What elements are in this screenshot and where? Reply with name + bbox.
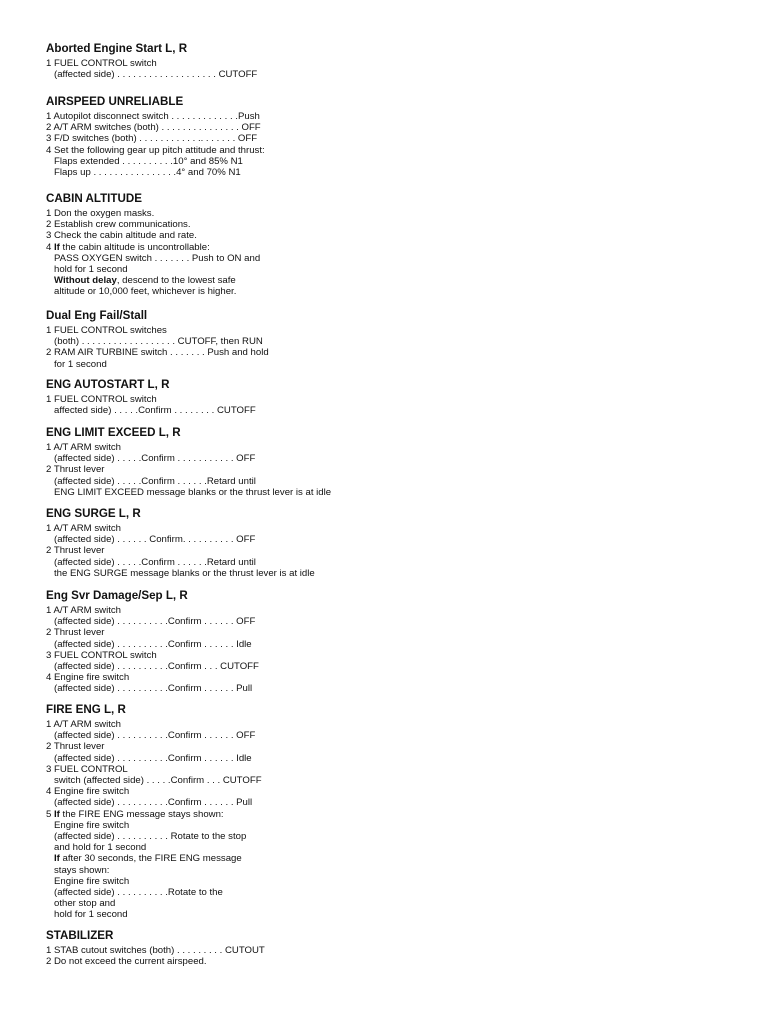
- line-text: 2 A/T ARM switches (both) . . . . . . . . . . . . . . . OFF: [46, 122, 261, 134]
- section-eng-surge: [46, 507, 746, 579]
- section-title: AIRSPEED UNRELIABLE: [46, 95, 184, 108]
- checklist-line: [46, 898, 746, 909]
- checklist-line: [46, 616, 746, 627]
- line-text: Flaps up . . . . . . . . . . . . . . . .4° and 70% N1: [46, 167, 241, 179]
- line-text: 2 Thrust lever: [46, 464, 105, 476]
- line-text: (affected side) . . . . .Confirm . . . . . .Retard until: [46, 556, 256, 568]
- section-title: CABIN ALTITUDE: [46, 192, 142, 205]
- line-text: the FIRE ENG message stays shown:: [59, 808, 224, 820]
- checklist-line: [46, 69, 746, 80]
- checklist-line: [46, 842, 746, 853]
- line-text: altitude or 10,000 feet, whichever is higher.: [46, 286, 237, 298]
- checklist-line: [46, 909, 746, 920]
- line-text: 1 Don the oxygen masks.: [46, 208, 155, 219]
- line-text: (affected side) . . . . . . . . . .Rotate to the: [46, 887, 223, 899]
- line-text: for 1 second: [46, 358, 107, 370]
- checklist-line: [46, 683, 746, 694]
- emphasis-text: If: [54, 241, 60, 253]
- line-text: stays shown:: [46, 864, 110, 876]
- line-text: 4 Engine fire switch: [46, 786, 130, 798]
- checklist-line: [46, 253, 746, 264]
- line-text: 2 RAM AIR TURBINE switch . . . . . . . Push and hold: [46, 347, 269, 359]
- checklist-line: [46, 831, 746, 842]
- checklist-line: [46, 741, 746, 752]
- line-text: (affected side) . . . . . . . . . .Confirm . . . CUTOFF: [46, 661, 259, 673]
- line-text: [46, 275, 54, 286]
- section-lines: [46, 523, 746, 579]
- line-text: the ENG SURGE message blanks or the thrust lever is at idle: [46, 567, 315, 579]
- checklist-line: [46, 133, 746, 144]
- checklist-line: [46, 568, 746, 579]
- checklist-line: [46, 719, 746, 730]
- section-title: Dual Eng Fail/Stall: [46, 309, 148, 322]
- checklist-line: [46, 627, 746, 638]
- line-text: 1 A/T ARM switch: [46, 719, 121, 730]
- line-text: (affected side) . . . . . . . . . .Confirm . . . . . . OFF: [46, 730, 256, 742]
- checklist-line: [46, 820, 746, 831]
- line-text: (affected side) . . . . . . . . . .Confirm . . . . . . OFF: [46, 616, 256, 628]
- line-text: ENG LIMIT EXCEED message blanks or the thrust lever is at idle: [46, 486, 332, 498]
- checklist-line: [46, 876, 746, 887]
- checklist-line: [46, 394, 746, 405]
- section-eng-autostart: [46, 378, 746, 416]
- checklist-line: [46, 639, 746, 650]
- line-text: 1 Autopilot disconnect switch . . . . . . . . . . . . .Push: [46, 111, 260, 122]
- checklist-line: [46, 230, 746, 241]
- checklist-line: [46, 476, 746, 487]
- checklist-line: [46, 286, 746, 297]
- line-text: 2 Thrust lever: [46, 545, 105, 557]
- checklist-line: [46, 464, 746, 475]
- checklist-line: [46, 264, 746, 275]
- checklist-line: [46, 853, 746, 864]
- checklist-line: [46, 523, 746, 534]
- line-text: the cabin altitude is uncontrollable:: [59, 241, 210, 253]
- section-lines: [46, 208, 746, 298]
- checklist-line: [46, 325, 746, 336]
- line-text: Engine fire switch: [46, 875, 130, 887]
- line-text: Flaps extended . . . . . . . . . .10° and 85% N1: [46, 155, 243, 167]
- checklist-line: [46, 764, 746, 775]
- line-text: other stop and: [46, 898, 116, 910]
- checklist-line: [46, 453, 746, 464]
- section-lines: [46, 442, 746, 498]
- checklist-line: [46, 786, 746, 797]
- line-text: (both) . . . . . . . . . . . . . . . . . . CUTOFF, then RUN: [46, 336, 263, 348]
- checklist-line: [46, 672, 746, 683]
- checklist-line: [46, 887, 746, 898]
- checklist-line: [46, 775, 746, 786]
- line-text: 3 F/D switches (both) . . . . . . . . . . . .. . . . . . . OFF: [46, 133, 258, 145]
- checklist-line: [46, 605, 746, 616]
- checklist-line: [46, 650, 746, 661]
- section-lines: [46, 605, 746, 695]
- line-text: 1 A/T ARM switch: [46, 605, 121, 616]
- section-title: FIRE ENG L, R: [46, 703, 126, 716]
- section-lines: [46, 58, 746, 80]
- line-text: 1 A/T ARM switch: [46, 442, 121, 453]
- section-title: Aborted Engine Start L, R: [46, 42, 188, 55]
- line-text: 4 Set the following gear up pitch attitude and thrust:: [46, 144, 265, 156]
- section-eng-limit-exceed: [46, 426, 746, 498]
- line-text: 2 Establish crew communications.: [46, 219, 191, 231]
- checklist-line: [46, 405, 746, 416]
- checklist-line: [46, 336, 746, 347]
- line-text: 2 Thrust lever: [46, 741, 105, 753]
- line-text: (affected side) . . . . . . . . . .Confirm . . . . . . Pull: [46, 797, 253, 809]
- line-text: switch (affected side) . . . . .Confirm . . . CUTOFF: [46, 775, 262, 787]
- line-text: 3 FUEL CONTROL switch: [46, 649, 157, 661]
- checklist-line: [46, 275, 746, 286]
- line-text: 1 STAB cutout switches (both) . . . . . . . . . CUTOUT: [46, 945, 265, 956]
- section-airspeed-unreliable: [46, 95, 746, 178]
- emphasis-text: If: [54, 853, 60, 865]
- checklist-line: [46, 753, 746, 764]
- line-text: after 30 seconds, the FIRE ENG message: [59, 853, 242, 865]
- line-text: and hold for 1 second: [46, 842, 147, 854]
- checklist-line: [46, 122, 746, 133]
- section-lines: [46, 325, 746, 370]
- checklist-line: [46, 145, 746, 156]
- checklist-line: [46, 111, 746, 122]
- line-text: 2 Thrust lever: [46, 627, 105, 639]
- line-text: (affected side) . . . . . . Confirm. . . . . . . . . . OFF: [46, 534, 256, 546]
- line-text: (affected side) . . . . .Confirm . . . . . .Retard until: [46, 475, 256, 487]
- section-dual-eng-fail: [46, 309, 746, 370]
- checklist-line: [46, 809, 746, 820]
- line-text: PASS OXYGEN switch . . . . . . . Push to ON and: [46, 252, 261, 264]
- line-text: 3 FUEL CONTROL: [46, 763, 128, 775]
- line-text: 1 FUEL CONTROL switches: [46, 325, 167, 336]
- checklist-line: [46, 956, 746, 967]
- checklist-line: [46, 661, 746, 672]
- section-stabilizer: [46, 929, 746, 967]
- checklist-line: [46, 167, 746, 178]
- checklist-line: [46, 347, 746, 358]
- line-text: 4: [46, 241, 55, 253]
- checklist-line: [46, 487, 746, 498]
- line-text: 1 A/T ARM switch: [46, 523, 121, 534]
- checklist-line: [46, 208, 746, 219]
- section-lines: [46, 394, 746, 416]
- checklist-line: [46, 219, 746, 230]
- section-eng-svr-damage: [46, 589, 746, 695]
- emphasis-text: Without delay: [54, 275, 117, 287]
- line-text: (affected side) . . . . .Confirm . . . . . . . . . . . OFF: [46, 453, 256, 465]
- line-text: (affected side) . . . . . . . . . .Confirm . . . . . . Idle: [46, 752, 252, 764]
- checklist-line: [46, 534, 746, 545]
- section-lines: [46, 111, 746, 178]
- checklist-line: [46, 557, 746, 568]
- checklist-line: [46, 730, 746, 741]
- section-title: STABILIZER: [46, 929, 114, 942]
- checklist-line: [46, 58, 746, 69]
- line-text: 3 Check the cabin altitude and rate.: [46, 230, 197, 242]
- section-title: Eng Svr Damage/Sep L, R: [46, 589, 188, 602]
- checklist-line: [46, 156, 746, 167]
- section-lines: [46, 945, 746, 967]
- checklist-line: [46, 865, 746, 876]
- section-title: ENG AUTOSTART L, R: [46, 378, 170, 391]
- line-text: (affected side) . . . . . . . . . .Confirm . . . . . . Idle: [46, 638, 252, 650]
- line-text: , descend to the lowest safe: [116, 275, 236, 287]
- line-text: (affected side) . . . . . . . . . . Rotate to the stop: [46, 831, 247, 843]
- checklist-line: [46, 945, 746, 956]
- checklist-line: [46, 242, 746, 253]
- line-text: 1 FUEL CONTROL switch: [46, 58, 157, 69]
- checklist-line: [46, 797, 746, 808]
- line-text: 5: [46, 808, 55, 820]
- checklist-line: [46, 545, 746, 556]
- emphasis-text: If: [54, 808, 60, 820]
- line-text: (affected side) . . . . . . . . . .Confirm . . . . . . Pull: [46, 683, 253, 695]
- section-lines: [46, 719, 746, 921]
- section-title: ENG LIMIT EXCEED L, R: [46, 426, 181, 439]
- section-cabin-altitude: [46, 192, 746, 298]
- section-aborted-engine-start: [46, 42, 746, 80]
- section-title: ENG SURGE L, R: [46, 507, 141, 520]
- checklist-line: [46, 442, 746, 453]
- line-text: 4 Engine fire switch: [46, 672, 130, 684]
- section-fire-eng: [46, 703, 746, 921]
- line-text: 2 Do not exceed the current airspeed.: [46, 956, 207, 968]
- line-text: hold for 1 second: [46, 909, 128, 921]
- line-text: hold for 1 second: [46, 264, 128, 276]
- line-text: [46, 853, 54, 864]
- line-text: (affected side) . . . . . . . . . . . . . . . . . . . CUTOFF: [46, 69, 258, 81]
- line-text: 1 FUEL CONTROL switch: [46, 394, 157, 405]
- checklist-line: [46, 359, 746, 370]
- line-text: affected side) . . . . .Confirm . . . . . . . . CUTOFF: [46, 405, 256, 417]
- line-text: Engine fire switch: [46, 819, 130, 831]
